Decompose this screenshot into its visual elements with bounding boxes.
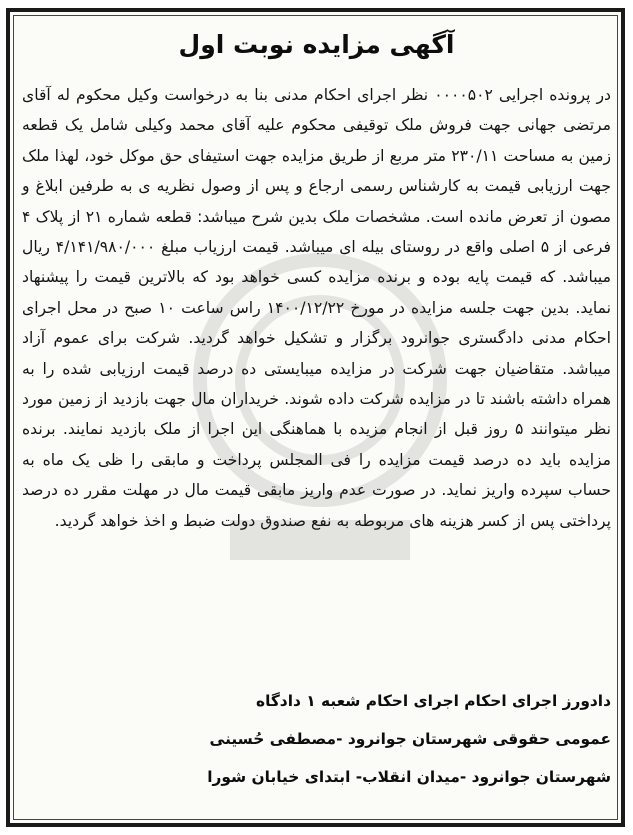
signature-line-officer: دادورز اجرای احکام اجرای احکام شعبه ۱ دادگاه (255, 692, 611, 710)
notice-title: آگهی مزایده نوبت اول (178, 30, 455, 59)
signature-line-court: عمومی حقوقی شهرستان جوانرود -مصطفی حُسینی (209, 730, 611, 748)
signature-line-address: شهرستان جوانرود -میدان انقلاب- ابتدای خیابان شورا (207, 768, 611, 786)
notice-body: در پرونده اجرایی ۰۰۰۰۵۰۲ نظر اجرای احکام مدنی بنا به درخواست وکیل محکوم له آقای مرتضی جهانی جهت فروش ملک توقیفی محکوم علیه آقای محمد وکیلی شامل یک قطعه زمین به مساحت ۲۳۰/۱۱ متر مربع از طریق مزایده جهت استیفای حق موکل خود، لهذا ملک جهت ارزیابی قیمت به کارشناس رسمی ارجاع و پس از وصول نظریه ی به طرفین ابلاغ و مصون از تعرض مانده است. مشخصات ملک بدین شرح میباشد: قطعه شماره ۲۱ از پلاک ۴ فرعی از ۵ اصلی واقع در روستای بیله ای میباشد. قیمت ارزیاب مبلغ ۴/۱۴۱/۹۸۰/۰۰۰ ریال میباشد. که قیمت پایه بوده و برنده مزایده کسی خواهد بود که بالاترین قیمت را پیشنهاد نماید. بدین جهت جلسه مزایده در مورخ ۱۴۰۰/۱۲/۲۲ راس ساعت ۱۰ صبح در محل اجرای احکام مدنی دادگستری جوانرود برگزار و تشکیل خواهد گردید. شرکت برای عموم آزاد میباشد. متقاضیان جهت شرکت در مزایده میبایستی ده درصد قیمت ارزیابی شده را به همراه داشته باشند تا در مزایده شرکت داده شوند. خریداران مال جهت بازدید از زمین مورد نظر میتوانند ۵ روز قبل از انجام مزیده با هماهنگی این اجرا از ملک بازدید نمایند. برنده مزایده باید ده درصد قیمت مزایده را فی المجلس پرداخت و مابقی را ظی یک ماه به حساب سپرده واریز نماید. در صورت عدم واریز مابقی قیمت مال در مهلت مقرر ده درصد پرداختی پس از کسر هزینه های مربوطه به نفع صندوق دولت ضبط و اخذ خواهد گردید. (22, 86, 612, 530)
signature-block (150, 682, 611, 796)
